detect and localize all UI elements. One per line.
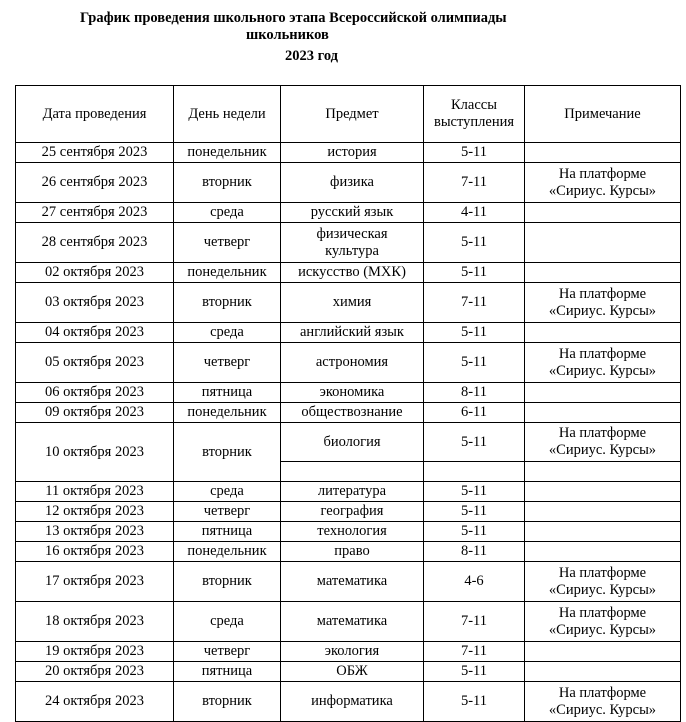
cell-grades: 7-11 [424,602,525,642]
cell-grades: 8-11 [424,383,525,403]
table-row [16,423,681,462]
cell-day: среда [174,323,281,343]
note-line-2: «Сириус. Курсы» [548,442,657,458]
cell-day: четверг [174,642,281,662]
note-line-1: На платформе [558,684,647,701]
note-line-2: «Сириус. Курсы» [548,701,657,718]
cell-subject [281,223,424,263]
table-row [16,343,681,383]
cell-grades: 7-11 [424,642,525,662]
note-line-1: На платформе [558,165,647,182]
cell-grades: 5-11 [424,662,525,682]
cell-subject: искусство (МХК) [281,263,424,283]
cell-subject: право [281,542,424,562]
header-subject: Предмет [281,86,424,143]
note-line-1: На платформе [558,425,647,441]
cell-subject: ОБЖ [281,662,424,682]
cell-day: понедельник [174,403,281,423]
cell-note [525,642,681,662]
cell-note [525,682,681,722]
cell-grades: 8-11 [424,542,525,562]
cell-date: 02 октября 2023 [16,263,174,283]
cell-note [525,223,681,263]
cell-day: среда [174,203,281,223]
table-row [16,662,681,682]
cell-note [525,502,681,522]
cell-date: 04 октября 2023 [16,323,174,343]
cell-day: среда [174,602,281,642]
table-row [16,482,681,502]
cell-date: 18 октября 2023 [16,602,174,642]
note-line-1: На платформе [558,345,647,362]
cell-grades: 4-6 [424,562,525,602]
cell-note [525,602,681,642]
title-line-1: График проведения школьного этапа Всероссийской олимпиады [80,10,507,26]
cell-grades: 7-11 [424,283,525,323]
note-line-2: «Сириус. Курсы» [548,581,657,598]
cell-note [525,542,681,562]
cell-date: 24 октября 2023 [16,682,174,722]
cell-subject: обществознание [281,403,424,423]
cell-note [525,203,681,223]
cell-date: 25 сентября 2023 [16,143,174,163]
header-date: Дата проведения [16,86,174,143]
cell-subject: английский язык [281,323,424,343]
cell-date: 19 октября 2023 [16,642,174,662]
cell-grades: 5-11 [424,502,525,522]
cell-date: 03 октября 2023 [16,283,174,323]
table-row [16,682,681,722]
cell-day: вторник [174,682,281,722]
cell-subject: литература [281,482,424,502]
table-row [16,542,681,562]
table-row [16,323,681,343]
note-line-2: «Сириус. Курсы» [548,621,657,638]
cell-grades: 5-11 [424,343,525,383]
cell-day: пятница [174,662,281,682]
note-line-2: «Сириус. Курсы» [548,362,657,379]
note-line-2: «Сириус. Курсы» [548,182,657,199]
cell-note [525,403,681,423]
cell-date: 10 октября 2023 [16,423,174,482]
cell-empty [525,462,681,482]
cell-note [525,323,681,343]
table-row [16,602,681,642]
cell-grades: 5-11 [424,323,525,343]
cell-note [525,143,681,163]
cell-note [525,383,681,403]
table-row [16,203,681,223]
cell-subject: физика [281,163,424,203]
cell-day: четверг [174,343,281,383]
table-row [16,562,681,602]
cell-date: 20 октября 2023 [16,662,174,682]
cell-subject: экология [281,642,424,662]
header-day: День недели [174,86,281,143]
table-row [16,642,681,662]
note-line-1: На платформе [558,604,647,621]
cell-day: пятница [174,383,281,403]
subject-line-1: физическая [316,225,388,242]
header-grades-line-2: выступления [433,114,515,130]
cell-day: вторник [174,163,281,203]
note-line-1: На платформе [558,564,647,581]
cell-note [525,562,681,602]
cell-day: вторник [174,283,281,323]
title-line-3: 2023 год [285,48,339,64]
cell-grades: 5-11 [424,522,525,542]
table-row [16,403,681,423]
cell-note [525,482,681,502]
cell-date: 16 октября 2023 [16,542,174,562]
cell-subject: биология [281,423,424,462]
cell-subject: химия [281,283,424,323]
cell-subject: математика [281,602,424,642]
cell-date: 13 октября 2023 [16,522,174,542]
cell-note [525,522,681,542]
table-row [16,522,681,542]
cell-note [525,263,681,283]
cell-grades: 5-11 [424,223,525,263]
cell-day: понедельник [174,542,281,562]
cell-note [525,662,681,682]
cell-day: пятница [174,522,281,542]
cell-date: 28 сентября 2023 [16,223,174,263]
cell-subject: экономика [281,383,424,403]
header-grades-line-1: Классы [451,97,497,113]
table-header-row [16,86,681,143]
cell-day: вторник [174,423,281,482]
cell-subject: технология [281,522,424,542]
cell-grades: 6-11 [424,403,525,423]
header-grades [424,86,525,143]
header-note: Примечание [525,86,681,143]
cell-grades: 5-11 [424,263,525,283]
cell-day: среда [174,482,281,502]
cell-grades: 7-11 [424,163,525,203]
cell-subject: математика [281,562,424,602]
cell-day: понедельник [174,143,281,163]
cell-grades: 5-11 [424,423,525,462]
cell-grades: 5-11 [424,482,525,502]
cell-date: 12 октября 2023 [16,502,174,522]
table-row [16,383,681,403]
note-line-1: На платформе [558,285,647,302]
cell-grades: 5-11 [424,682,525,722]
cell-subject: информатика [281,682,424,722]
cell-day: четверг [174,223,281,263]
subject-line-2: культура [325,242,379,259]
cell-empty [424,462,525,482]
cell-date: 06 октября 2023 [16,383,174,403]
cell-grades: 4-11 [424,203,525,223]
table-row [16,223,681,263]
cell-day: четверг [174,502,281,522]
cell-subject: история [281,143,424,163]
table-row [16,502,681,522]
table-row [16,263,681,283]
cell-date: 26 сентября 2023 [16,163,174,203]
cell-day: понедельник [174,263,281,283]
cell-note [525,423,681,462]
olympiad-schedule-table [15,85,681,722]
cell-date: 05 октября 2023 [16,343,174,383]
cell-grades: 5-11 [424,143,525,163]
note-line-2: «Сириус. Курсы» [548,302,657,319]
cell-day: вторник [174,562,281,602]
title-line-2: школьников [246,27,329,43]
table-row [16,143,681,163]
cell-note [525,343,681,383]
cell-date: 09 октября 2023 [16,403,174,423]
table-row [16,163,681,203]
cell-date: 27 сентября 2023 [16,203,174,223]
cell-empty [281,462,424,482]
cell-subject: география [281,502,424,522]
cell-date: 11 октября 2023 [16,482,174,502]
table-row [16,283,681,323]
cell-date: 17 октября 2023 [16,562,174,602]
cell-note [525,283,681,323]
cell-note [525,163,681,203]
cell-subject: астрономия [281,343,424,383]
cell-subject: русский язык [281,203,424,223]
